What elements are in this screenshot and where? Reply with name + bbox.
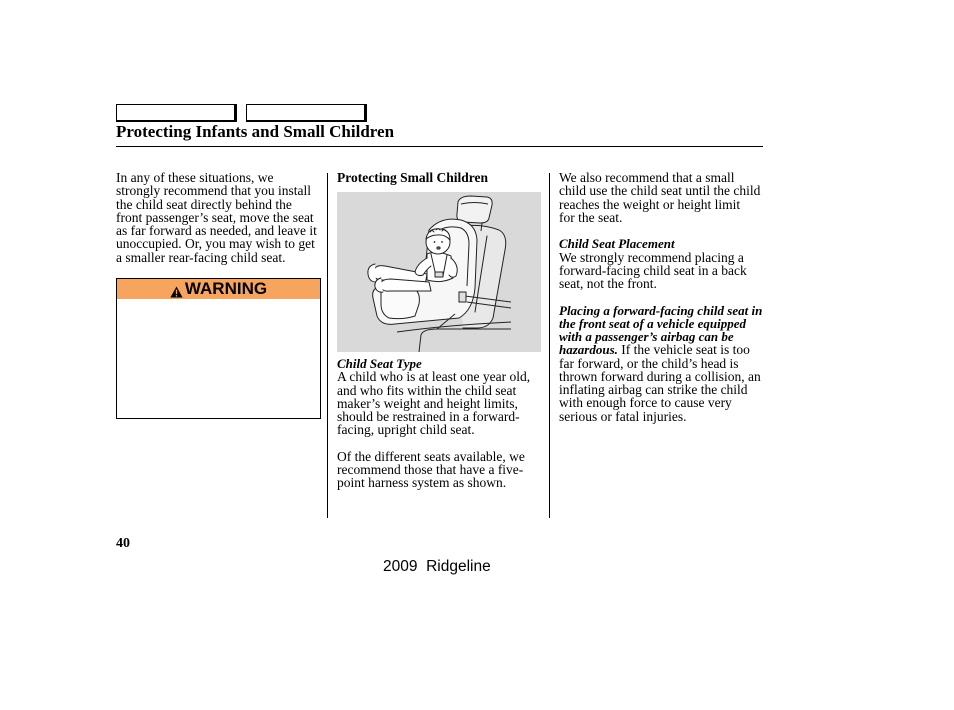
body-text-line: seat, not the front. xyxy=(559,276,657,291)
subheading: Child Seat Placement xyxy=(559,236,675,252)
body-text-line: inflating airbag can strike the child xyxy=(559,382,748,397)
body-text-line: We strongly recommend placing a xyxy=(559,249,744,265)
body-text-line: should be restrained in a forward- xyxy=(337,409,520,424)
body-text-line: thrown forward during a collision, an xyxy=(559,368,761,384)
hazard-mixed-line xyxy=(559,343,762,356)
body-text-line: child use the child seat until the child xyxy=(559,183,761,199)
body-text-line: serious or fatal injuries. xyxy=(559,408,687,424)
paragraph-gap xyxy=(337,437,530,450)
body-text-line: reaches the weight or height limit xyxy=(559,196,741,212)
paragraph-gap xyxy=(559,290,762,303)
column-divider-1 xyxy=(327,173,328,518)
body-text-line: a smaller rear-facing child seat. xyxy=(116,249,286,265)
body-text-line: strongly recommend that you install xyxy=(116,183,311,199)
paragraph-gap xyxy=(559,224,762,237)
body-text-line: with enough force to cause very xyxy=(559,395,732,411)
column-2-heading xyxy=(337,171,488,184)
nav-tab-2[interactable] xyxy=(246,104,367,122)
body-text-line: and who fits within the child seat xyxy=(337,382,517,398)
body-text-line: In any of these situations, we xyxy=(116,170,274,185)
section-heading: Protecting Small Children xyxy=(337,170,488,185)
body-text-line: unoccupied. Or, you may wish to get xyxy=(116,236,315,252)
body-text-line: for the seat. xyxy=(559,209,623,225)
nav-tab-1[interactable] xyxy=(116,104,237,122)
figure-caption: Child Seat Type xyxy=(337,356,422,371)
warning-label: WARNING xyxy=(184,279,268,298)
page-number: 40 xyxy=(116,536,130,551)
hazard-lead-line: with a passenger’s airbag can be xyxy=(559,329,734,344)
body-text-line: A child who is at least one year old, xyxy=(337,369,531,385)
warning-box xyxy=(116,278,321,419)
child-seat-drawing xyxy=(337,192,541,352)
child-seat-illustration xyxy=(337,192,541,352)
hazard-lead-line: Placing a forward-facing child seat in xyxy=(559,302,763,318)
column-3 xyxy=(559,171,762,423)
hazard-lead-word: hazardous. xyxy=(559,342,618,358)
warning-triangle-icon xyxy=(170,283,183,295)
footer-model: 2009 Ridgeline xyxy=(383,558,491,575)
body-text-line: facing, upright child seat. xyxy=(337,422,475,438)
body-text-line: maker’s weight and height limits, xyxy=(337,395,518,411)
body-text-line: forward-facing child seat in a back xyxy=(559,262,747,278)
hazard-lead-line: the front seat of a vehicle equipped xyxy=(559,315,747,331)
body-text-line: Of the different seats available, we xyxy=(337,448,525,464)
body-text-line: point harness system as shown. xyxy=(337,475,507,491)
body-text-line: far forward, or the child’s head is xyxy=(559,355,739,371)
column-2-body xyxy=(337,357,530,490)
body-text-line: as far forward as needed, and leave it xyxy=(116,223,317,238)
column-1 xyxy=(116,171,317,264)
warning-header xyxy=(117,279,320,299)
hazard-continuation: If the vehicle seat is too xyxy=(617,342,750,358)
title-rule xyxy=(116,146,763,147)
column-divider-2 xyxy=(549,173,550,518)
body-text-line: recommend those that have a five- xyxy=(337,462,524,477)
vehicle-seat-cushion xyxy=(397,322,511,352)
page-title: Protecting Infants and Small Children xyxy=(116,122,395,141)
body-text-line: We also recommend that a small xyxy=(559,170,735,185)
body-text-line: front passenger’s seat, move the seat xyxy=(116,209,314,225)
body-text-line: the child seat directly behind the xyxy=(116,196,292,212)
